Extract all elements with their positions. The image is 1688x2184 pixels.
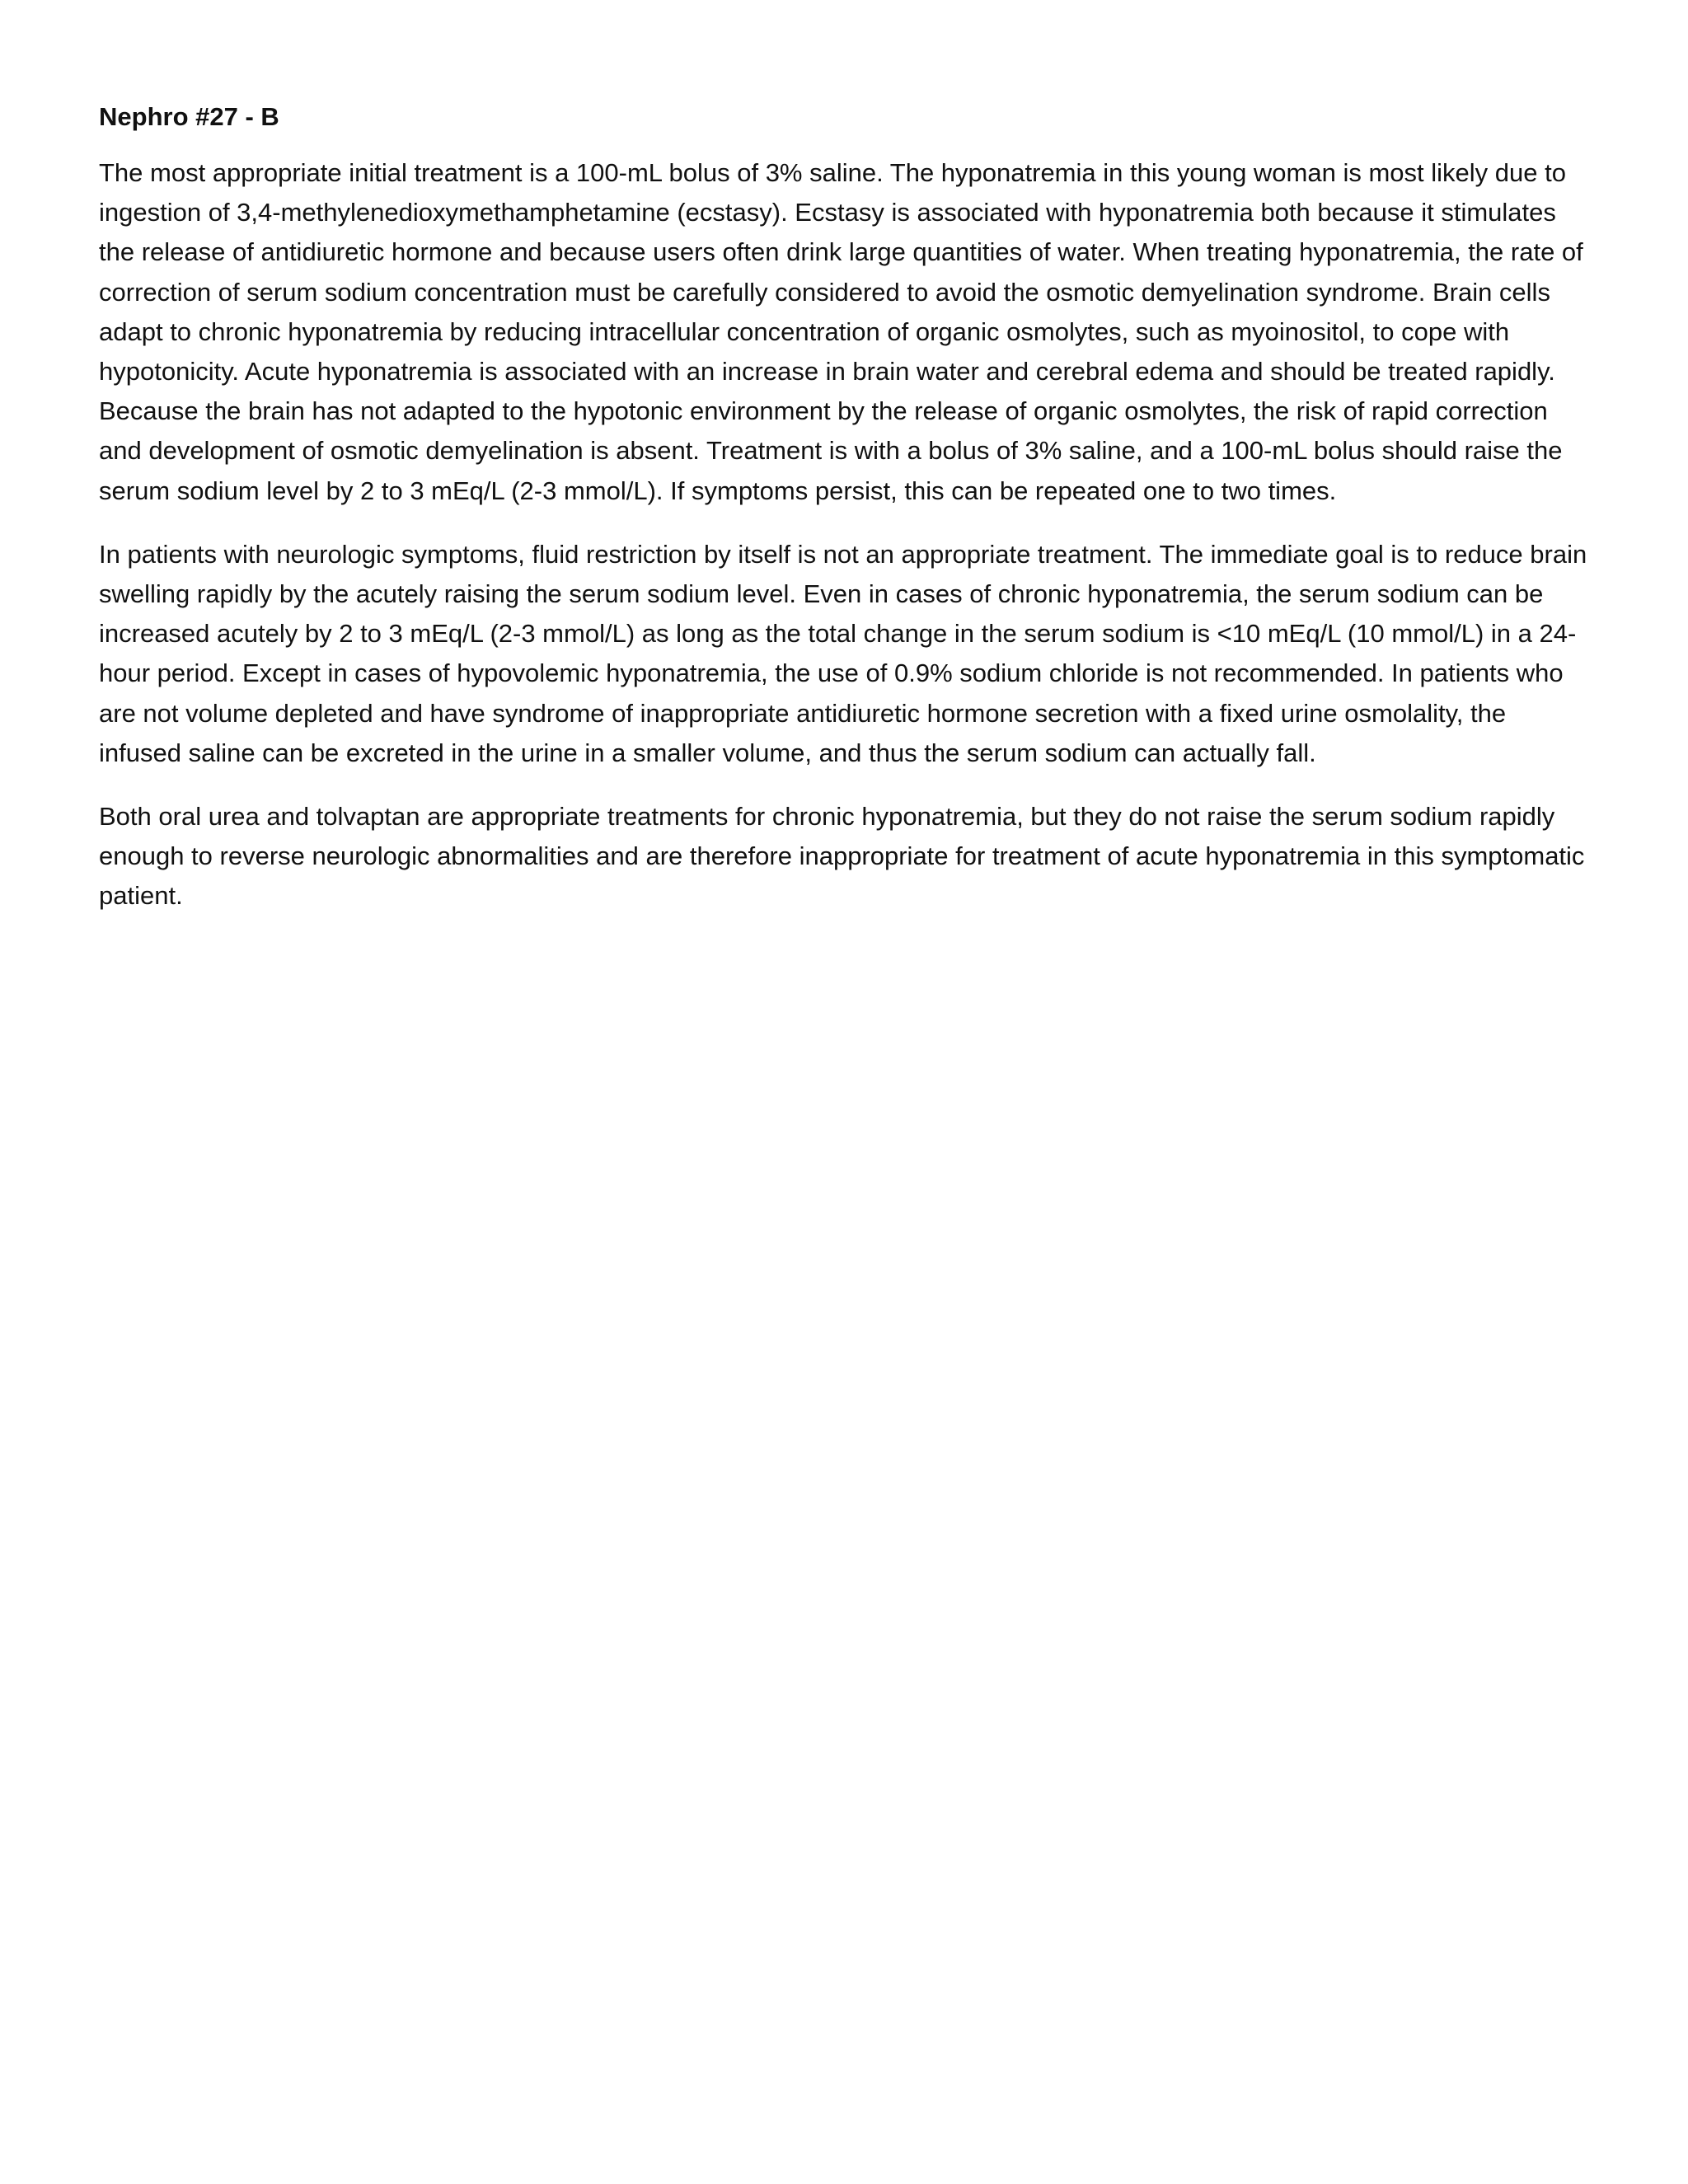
paragraph-urea-tolvaptan: Both oral urea and tolvaptan are appropriate treatments for chronic hyponatremia, but they do not raise the serum sodium rapidly enough to reverse neurologic abnormalities and are therefore inappropriate for treatment of acute hyponatremia in this symptomatic patient.	[99, 802, 1585, 911]
document-heading: Nephro #27 - B	[99, 102, 279, 131]
paragraph-initial-treatment: The most appropriate initial treatment is a 100-mL bolus of 3% saline. The hyponatremia in this young woman is most likely due to ingestion of 3,4-methylenedioxymethamphetamine (ecstasy). Ecstasy is associated with hyponatremia both because it stimulates the release of antidiuretic hormone and because users often drink large quantities of water. When treating hyponatremia, the rate of correction of serum sodium concentration must be carefully considered to avoid the osmotic demyelination syndrome. Brain cells adapt to chronic hyponatremia by reducing intracellular concentration of organic osmolytes, such as myoinositol, to cope with hypotonicity. Acute hyponatremia is associated with an increase in brain water and cerebral edema and should be treated rapidly. Because the brain has not adapted to the hypotonic environment by the release of organic osmolytes, the risk of rapid correction and development of osmotic demyelination is absent. Treatment is with a bolus of 3% saline, and a 100-mL bolus should raise the serum sodium level by 2 to 3 mEq/L (2-3 mmol/L). If symptoms persist, this can be repeated one to two times.	[99, 158, 1583, 505]
paragraph-fluid-restriction: In patients with neurologic symptoms, fluid restriction by itself is not an appropriate treatment. The immediate goal is to reduce brain swelling rapidly by the acutely raising the serum sodium level. Even in cases of chronic hyponatremia, the serum sodium can be increased acutely by 2 to 3 mEq/L (2-3 mmol/L) as long as the total change in the serum sodium is <10 mEq/L (10 mmol/L) in a 24-hour period. Except in cases of hypovolemic hyponatremia, the use of 0.9% sodium chloride is not recommended. In patients who are not volume depleted and have syndrome of inappropriate antidiuretic hormone secretion with a fixed urine osmolality, the infused saline can be excreted in the urine in a smaller volume, and thus the serum sodium can actually fall.	[99, 539, 1587, 767]
document-page	[99, 97, 1589, 940]
